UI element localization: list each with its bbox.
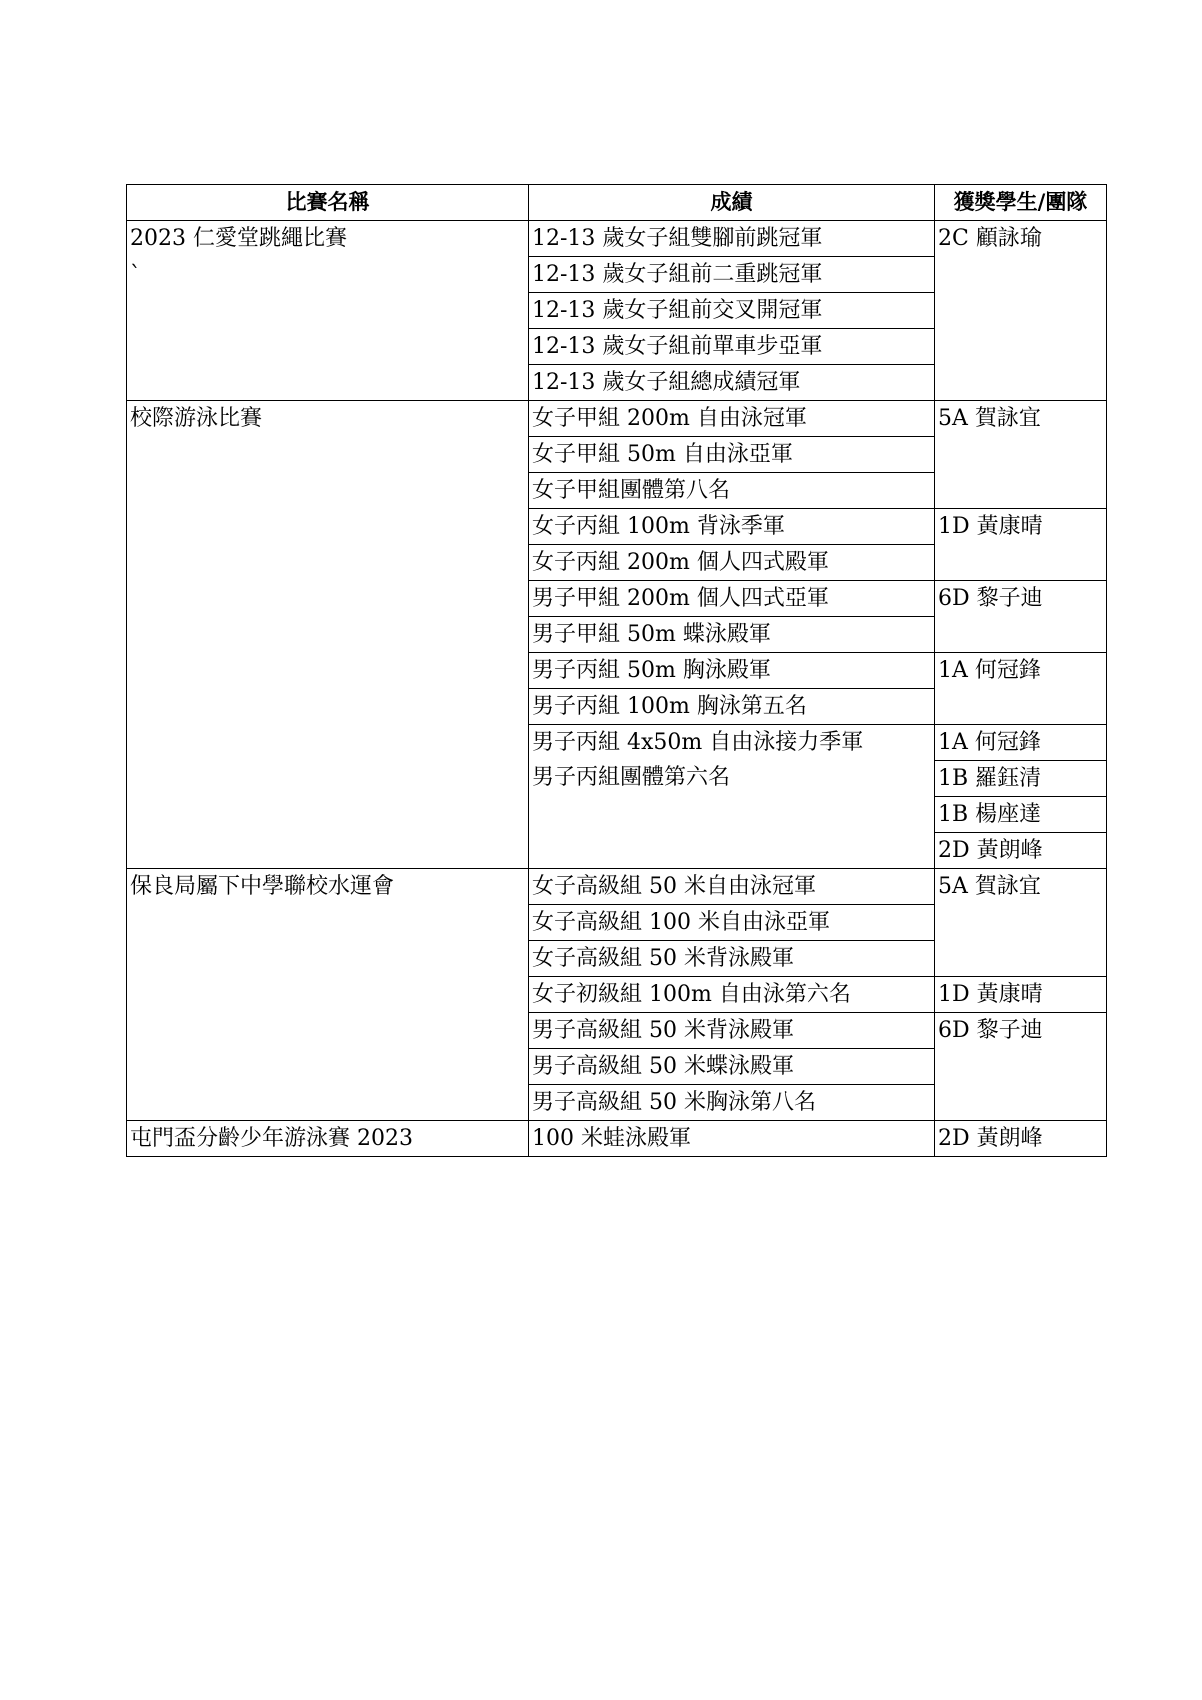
competition-name: 2023 仁愛堂跳繩比賽 xyxy=(130,226,347,251)
competition-name: 校際游泳比賽 xyxy=(130,406,263,431)
result-cell: 女子初級組 100m 自由泳第六名 xyxy=(529,977,935,1013)
awards-body xyxy=(127,221,1107,1157)
competition-name: 屯門盃分齡少年游泳賽 2023 xyxy=(130,1126,413,1151)
winner-cell: 2D 黃朗峰 xyxy=(935,1121,1107,1157)
result-cell: 男子丙組 50m 胸泳殿軍 xyxy=(529,653,935,689)
winner-cell: 2D 黃朗峰 xyxy=(935,833,1107,869)
winner-cell: 1D 黃康晴 xyxy=(935,977,1107,1013)
result-cell: 12-13 歲女子組前單車步亞軍 xyxy=(529,329,935,365)
competition-cell xyxy=(127,401,529,869)
result-cell: 男子高級組 50 米背泳殿軍 xyxy=(529,1013,935,1049)
result-cell: 女子丙組 200m 個人四式殿軍 xyxy=(529,545,935,581)
winner-cell: 5A 賀詠宜 xyxy=(935,869,1107,977)
header-competition: 比賽名稱 xyxy=(127,185,529,221)
result-line: 男子丙組 4x50m 自由泳接力季軍 xyxy=(532,730,864,755)
competition-name: 保良局屬下中學聯校水運會 xyxy=(130,874,395,899)
competition-cell xyxy=(127,1121,529,1157)
header-result: 成績 xyxy=(529,185,935,221)
result-cell: 女子高級組 50 米背泳殿軍 xyxy=(529,941,935,977)
table-row xyxy=(127,869,1107,905)
result-cell: 男子甲組 50m 蝶泳殿軍 xyxy=(529,617,935,653)
winner-cell: 1A 何冠鋒 xyxy=(935,725,1107,761)
awards-table xyxy=(126,184,1107,1157)
competition-cell xyxy=(127,869,529,1121)
header-row xyxy=(127,185,1107,221)
result-line: 男子丙組團體第六名 xyxy=(532,765,731,790)
result-cell: 男子高級組 50 米蝶泳殿軍 xyxy=(529,1049,935,1085)
result-cell: 女子甲組 200m 自由泳冠軍 xyxy=(529,401,935,437)
winner-cell: 2C 顧詠瑜 xyxy=(935,221,1107,401)
result-cell: 女子甲組 50m 自由泳亞軍 xyxy=(529,437,935,473)
result-cell: 12-13 歲女子組前二重跳冠軍 xyxy=(529,257,935,293)
result-cell: 女子甲組團體第八名 xyxy=(529,473,935,509)
result-cell: 女子高級組 100 米自由泳亞軍 xyxy=(529,905,935,941)
winner-cell: 5A 賀詠宜 xyxy=(935,401,1107,509)
result-cell: 12-13 歲女子組前交叉開冠軍 xyxy=(529,293,935,329)
winner-cell: 1B 楊座達 xyxy=(935,797,1107,833)
result-cell: 女子高級組 50 米自由泳冠軍 xyxy=(529,869,935,905)
result-cell: 12-13 歲女子組總成績冠軍 xyxy=(529,365,935,401)
result-cell: 男子高級組 50 米胸泳第八名 xyxy=(529,1085,935,1121)
winner-cell: 1D 黃康晴 xyxy=(935,509,1107,581)
header-winner: 獲獎學生/團隊 xyxy=(935,185,1107,221)
winner-cell: 1A 何冠鋒 xyxy=(935,653,1107,725)
result-cell: 男子丙組 100m 胸泳第五名 xyxy=(529,689,935,725)
winner-cell: 6D 黎子迪 xyxy=(935,581,1107,653)
winner-cell: 6D 黎子迪 xyxy=(935,1013,1107,1121)
table-row xyxy=(127,221,1107,257)
result-cell: 女子丙組 100m 背泳季軍 xyxy=(529,509,935,545)
stray-mark: ` xyxy=(130,263,141,288)
result-cell xyxy=(529,725,935,869)
winner-cell: 1B 羅鈺清 xyxy=(935,761,1107,797)
result-cell: 12-13 歲女子組雙腳前跳冠軍 xyxy=(529,221,935,257)
result-cell: 男子甲組 200m 個人四式亞軍 xyxy=(529,581,935,617)
result-cell: 100 米蛙泳殿軍 xyxy=(529,1121,935,1157)
competition-cell xyxy=(127,221,529,401)
table-row xyxy=(127,1121,1107,1157)
table-row xyxy=(127,401,1107,437)
